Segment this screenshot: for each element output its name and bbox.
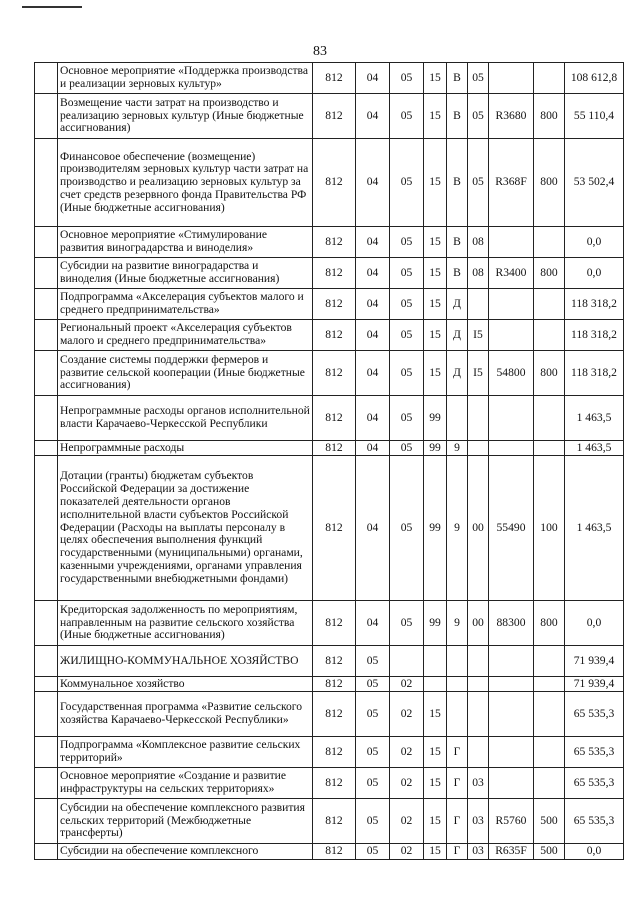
subsection-code: 02 bbox=[390, 737, 424, 768]
table-row bbox=[35, 692, 624, 737]
row-name: Возмещение части затрат на производство и реализацию зерновых культур (Иные бюджетные ассигнования) bbox=[58, 94, 313, 139]
row-name: Государственная программа «Развитие сельского хозяйства Карачаево-Черкесской Республики» bbox=[58, 692, 313, 737]
subprogram-code: Г bbox=[447, 768, 468, 799]
table-row bbox=[35, 646, 624, 677]
amount: 65 535,3 bbox=[565, 692, 624, 737]
expense-type-code: 800 bbox=[534, 139, 565, 227]
subprogram-code: Г bbox=[447, 844, 468, 860]
ministry-code: 812 bbox=[313, 289, 356, 320]
direction-code bbox=[489, 320, 534, 351]
table-row bbox=[35, 396, 624, 441]
program-code: 15 bbox=[424, 227, 447, 258]
table-row bbox=[35, 227, 624, 258]
program-code: 99 bbox=[424, 396, 447, 441]
direction-code: 54800 bbox=[489, 351, 534, 396]
row-margin-cell bbox=[35, 94, 58, 139]
program-code: 99 bbox=[424, 441, 447, 456]
row-margin-cell bbox=[35, 139, 58, 227]
activity-code: I5 bbox=[468, 320, 489, 351]
ministry-code: 812 bbox=[313, 320, 356, 351]
ministry-code: 812 bbox=[313, 601, 356, 646]
row-margin-cell bbox=[35, 456, 58, 601]
subsection-code: 05 bbox=[390, 351, 424, 396]
subsection-code bbox=[390, 646, 424, 677]
table-row bbox=[35, 601, 624, 646]
subprogram-code: Д bbox=[447, 289, 468, 320]
table-row bbox=[35, 441, 624, 456]
subprogram-code: В bbox=[447, 258, 468, 289]
direction-code bbox=[489, 396, 534, 441]
activity-code: 05 bbox=[468, 63, 489, 94]
row-margin-cell bbox=[35, 227, 58, 258]
expense-type-code bbox=[534, 737, 565, 768]
expense-type-code bbox=[534, 646, 565, 677]
subsection-code: 05 bbox=[390, 441, 424, 456]
subsection-code: 05 bbox=[390, 456, 424, 601]
table-row bbox=[35, 456, 624, 601]
program-code: 15 bbox=[424, 289, 447, 320]
subsection-code: 02 bbox=[390, 768, 424, 799]
ministry-code: 812 bbox=[313, 768, 356, 799]
expense-type-code: 100 bbox=[534, 456, 565, 601]
direction-code: R5760 bbox=[489, 799, 534, 844]
ministry-code: 812 bbox=[313, 844, 356, 860]
section-code: 04 bbox=[356, 441, 390, 456]
subsection-code: 05 bbox=[390, 258, 424, 289]
activity-code bbox=[468, 396, 489, 441]
subsection-code: 02 bbox=[390, 799, 424, 844]
amount: 118 318,2 bbox=[565, 320, 624, 351]
section-code: 05 bbox=[356, 646, 390, 677]
row-name: Кредиторская задолженность по мероприятиям, направленным на развитие сельского хозяйства (Иные бюджетные ассигнования) bbox=[58, 601, 313, 646]
amount: 65 535,3 bbox=[565, 737, 624, 768]
table-row bbox=[35, 139, 624, 227]
row-name: Коммунальное хозяйство bbox=[58, 677, 313, 692]
activity-code bbox=[468, 441, 489, 456]
activity-code bbox=[468, 677, 489, 692]
amount: 1 463,5 bbox=[565, 396, 624, 441]
direction-code bbox=[489, 768, 534, 799]
subsection-code: 05 bbox=[390, 139, 424, 227]
subprogram-code: Д bbox=[447, 320, 468, 351]
activity-code: I5 bbox=[468, 351, 489, 396]
row-margin-cell bbox=[35, 768, 58, 799]
subprogram-code bbox=[447, 646, 468, 677]
ministry-code: 812 bbox=[313, 456, 356, 601]
row-name: Региональный проект «Акселерация субъектов малого и среднего предпринимательства» bbox=[58, 320, 313, 351]
ministry-code: 812 bbox=[313, 94, 356, 139]
activity-code: 08 bbox=[468, 258, 489, 289]
subsection-code: 05 bbox=[390, 320, 424, 351]
direction-code: 88300 bbox=[489, 601, 534, 646]
activity-code: 08 bbox=[468, 227, 489, 258]
expense-type-code: 500 bbox=[534, 844, 565, 860]
subsection-code: 05 bbox=[390, 601, 424, 646]
row-margin-cell bbox=[35, 677, 58, 692]
row-name: Субсидии на развитие виноградарства и виноделия (Иные бюджетные ассигнования) bbox=[58, 258, 313, 289]
direction-code: R3400 bbox=[489, 258, 534, 289]
subsection-code: 05 bbox=[390, 63, 424, 94]
table-row bbox=[35, 258, 624, 289]
expense-type-code bbox=[534, 396, 565, 441]
row-name: Непрограммные расходы bbox=[58, 441, 313, 456]
activity-code: 05 bbox=[468, 94, 489, 139]
table-row bbox=[35, 320, 624, 351]
table-row bbox=[35, 844, 624, 860]
row-margin-cell bbox=[35, 320, 58, 351]
subprogram-code: 9 bbox=[447, 456, 468, 601]
expense-type-code: 800 bbox=[534, 94, 565, 139]
section-code: 04 bbox=[356, 601, 390, 646]
ministry-code: 812 bbox=[313, 63, 356, 94]
ministry-code: 812 bbox=[313, 692, 356, 737]
subsection-code: 05 bbox=[390, 227, 424, 258]
section-code: 04 bbox=[356, 456, 390, 601]
row-margin-cell bbox=[35, 692, 58, 737]
expense-type-code bbox=[534, 63, 565, 94]
program-code: 15 bbox=[424, 351, 447, 396]
row-margin-cell bbox=[35, 441, 58, 456]
subprogram-code: В bbox=[447, 227, 468, 258]
amount: 0,0 bbox=[565, 258, 624, 289]
table-row bbox=[35, 737, 624, 768]
direction-code: R635F bbox=[489, 844, 534, 860]
program-code: 15 bbox=[424, 94, 447, 139]
subprogram-code: 9 bbox=[447, 441, 468, 456]
direction-code bbox=[489, 646, 534, 677]
row-margin-cell bbox=[35, 601, 58, 646]
direction-code bbox=[489, 692, 534, 737]
direction-code bbox=[489, 289, 534, 320]
activity-code bbox=[468, 289, 489, 320]
row-name: Создание системы поддержки фермеров и развитие сельской кооперации (Иные бюджетные ассигнования) bbox=[58, 351, 313, 396]
row-margin-cell bbox=[35, 737, 58, 768]
amount: 65 535,3 bbox=[565, 768, 624, 799]
expense-type-code bbox=[534, 692, 565, 737]
direction-code bbox=[489, 227, 534, 258]
expense-type-code bbox=[534, 289, 565, 320]
ministry-code: 812 bbox=[313, 646, 356, 677]
direction-code bbox=[489, 677, 534, 692]
subsection-code: 05 bbox=[390, 289, 424, 320]
amount: 53 502,4 bbox=[565, 139, 624, 227]
expense-type-code bbox=[534, 441, 565, 456]
row-name: Подпрограмма «Комплексное развитие сельских территорий» bbox=[58, 737, 313, 768]
program-code: 15 bbox=[424, 692, 447, 737]
section-code: 05 bbox=[356, 677, 390, 692]
program-code: 15 bbox=[424, 63, 447, 94]
program-code bbox=[424, 646, 447, 677]
subprogram-code bbox=[447, 692, 468, 737]
activity-code: 03 bbox=[468, 768, 489, 799]
section-code: 04 bbox=[356, 139, 390, 227]
direction-code bbox=[489, 441, 534, 456]
row-margin-cell bbox=[35, 258, 58, 289]
row-margin-cell bbox=[35, 351, 58, 396]
section-code: 05 bbox=[356, 692, 390, 737]
section-code: 04 bbox=[356, 258, 390, 289]
subsection-code: 02 bbox=[390, 677, 424, 692]
row-margin-cell bbox=[35, 289, 58, 320]
subprogram-code: Г bbox=[447, 737, 468, 768]
program-code: 15 bbox=[424, 320, 447, 351]
amount: 65 535,3 bbox=[565, 799, 624, 844]
section-code: 05 bbox=[356, 844, 390, 860]
row-name: Подпрограмма «Акселерация субъектов малого и среднего предпринимательства» bbox=[58, 289, 313, 320]
table-row bbox=[35, 677, 624, 692]
row-name: Дотации (гранты) бюджетам субъектов Российской Федерации за достижение показателей деятельности органов исполнительной власти субъектов Российской Федерации (Расходы на выплаты персоналу в целях обеспечения выполнения функций государственными (муниципальными) органами, казенными учреждениями, органами управления государственными внебюджетными фондами) bbox=[58, 456, 313, 601]
ministry-code: 812 bbox=[313, 677, 356, 692]
activity-code: 05 bbox=[468, 139, 489, 227]
row-margin-cell bbox=[35, 396, 58, 441]
subprogram-code: В bbox=[447, 139, 468, 227]
row-name: Основное мероприятие «Поддержка производства и реализации зерновых культур» bbox=[58, 63, 313, 94]
ministry-code: 812 bbox=[313, 139, 356, 227]
expense-type-code bbox=[534, 768, 565, 799]
row-name: Непрограммные расходы органов исполнительной власти Карачаево-Черкесской Республики bbox=[58, 396, 313, 441]
program-code bbox=[424, 677, 447, 692]
page-number: 83 bbox=[313, 44, 327, 59]
table-row bbox=[35, 94, 624, 139]
row-margin-cell bbox=[35, 799, 58, 844]
program-code: 99 bbox=[424, 601, 447, 646]
direction-code bbox=[489, 737, 534, 768]
section-code: 04 bbox=[356, 289, 390, 320]
row-name: Основное мероприятие «Создание и развитие инфраструктуры на сельских территориях» bbox=[58, 768, 313, 799]
activity-code bbox=[468, 692, 489, 737]
expense-type-code bbox=[534, 320, 565, 351]
subprogram-code: Г bbox=[447, 799, 468, 844]
table-row bbox=[35, 63, 624, 94]
amount: 0,0 bbox=[565, 227, 624, 258]
subprogram-code: 9 bbox=[447, 601, 468, 646]
row-margin-cell bbox=[35, 63, 58, 94]
section-code: 04 bbox=[356, 94, 390, 139]
row-margin-cell bbox=[35, 844, 58, 860]
activity-code: 00 bbox=[468, 456, 489, 601]
amount: 118 318,2 bbox=[565, 289, 624, 320]
program-code: 15 bbox=[424, 844, 447, 860]
table-row bbox=[35, 799, 624, 844]
amount: 108 612,8 bbox=[565, 63, 624, 94]
section-code: 04 bbox=[356, 320, 390, 351]
section-code: 05 bbox=[356, 768, 390, 799]
row-name: Основное мероприятие «Стимулирование развития виноградарства и виноделия» bbox=[58, 227, 313, 258]
row-margin-cell bbox=[35, 646, 58, 677]
amount: 0,0 bbox=[565, 844, 624, 860]
section-code: 05 bbox=[356, 737, 390, 768]
activity-code: 03 bbox=[468, 844, 489, 860]
expense-type-code: 500 bbox=[534, 799, 565, 844]
amount: 118 318,2 bbox=[565, 351, 624, 396]
ministry-code: 812 bbox=[313, 227, 356, 258]
section-code: 04 bbox=[356, 63, 390, 94]
subprogram-code bbox=[447, 396, 468, 441]
subprogram-code: Д bbox=[447, 351, 468, 396]
activity-code bbox=[468, 646, 489, 677]
amount: 1 463,5 bbox=[565, 456, 624, 601]
subprogram-code: В bbox=[447, 63, 468, 94]
program-code: 15 bbox=[424, 258, 447, 289]
ministry-code: 812 bbox=[313, 441, 356, 456]
direction-code: 55490 bbox=[489, 456, 534, 601]
top-rule bbox=[22, 6, 82, 8]
subsection-code: 02 bbox=[390, 692, 424, 737]
direction-code bbox=[489, 63, 534, 94]
table-row bbox=[35, 289, 624, 320]
expense-type-code bbox=[534, 227, 565, 258]
section-code: 04 bbox=[356, 396, 390, 441]
subsection-code: 05 bbox=[390, 396, 424, 441]
ministry-code: 812 bbox=[313, 799, 356, 844]
program-code: 15 bbox=[424, 799, 447, 844]
activity-code: 00 bbox=[468, 601, 489, 646]
expense-type-code: 800 bbox=[534, 601, 565, 646]
row-name: ЖИЛИЩНО-КОММУНАЛЬНОЕ ХОЗЯЙСТВО bbox=[58, 646, 313, 677]
program-code: 15 bbox=[424, 737, 447, 768]
subprogram-code: В bbox=[447, 94, 468, 139]
program-code: 15 bbox=[424, 768, 447, 799]
expense-type-code bbox=[534, 677, 565, 692]
subsection-code: 05 bbox=[390, 94, 424, 139]
expense-type-code: 800 bbox=[534, 258, 565, 289]
amount: 71 939,4 bbox=[565, 677, 624, 692]
ministry-code: 812 bbox=[313, 351, 356, 396]
section-code: 04 bbox=[356, 227, 390, 258]
row-name: Субсидии на обеспечение комплексного bbox=[58, 844, 313, 860]
direction-code: R3680 bbox=[489, 94, 534, 139]
expense-type-code: 800 bbox=[534, 351, 565, 396]
budget-table bbox=[34, 62, 624, 860]
amount: 1 463,5 bbox=[565, 441, 624, 456]
program-code: 15 bbox=[424, 139, 447, 227]
section-code: 04 bbox=[356, 351, 390, 396]
table-row bbox=[35, 351, 624, 396]
subsection-code: 02 bbox=[390, 844, 424, 860]
amount: 55 110,4 bbox=[565, 94, 624, 139]
program-code: 99 bbox=[424, 456, 447, 601]
activity-code bbox=[468, 737, 489, 768]
ministry-code: 812 bbox=[313, 737, 356, 768]
row-name: Субсидии на обеспечение комплексного развития сельских территорий (Межбюджетные трансферты) bbox=[58, 799, 313, 844]
amount: 0,0 bbox=[565, 601, 624, 646]
row-name: Финансовое обеспечение (возмещение) производителям зерновых культур части затрат на производство и реализацию зерновых культур за счет средств резервного фонда Правительства РФ (Иные бюджетные ассигнования) bbox=[58, 139, 313, 227]
direction-code: R368F bbox=[489, 139, 534, 227]
section-code: 05 bbox=[356, 799, 390, 844]
ministry-code: 812 bbox=[313, 258, 356, 289]
activity-code: 03 bbox=[468, 799, 489, 844]
subprogram-code bbox=[447, 677, 468, 692]
ministry-code: 812 bbox=[313, 396, 356, 441]
table-row bbox=[35, 768, 624, 799]
amount: 71 939,4 bbox=[565, 646, 624, 677]
